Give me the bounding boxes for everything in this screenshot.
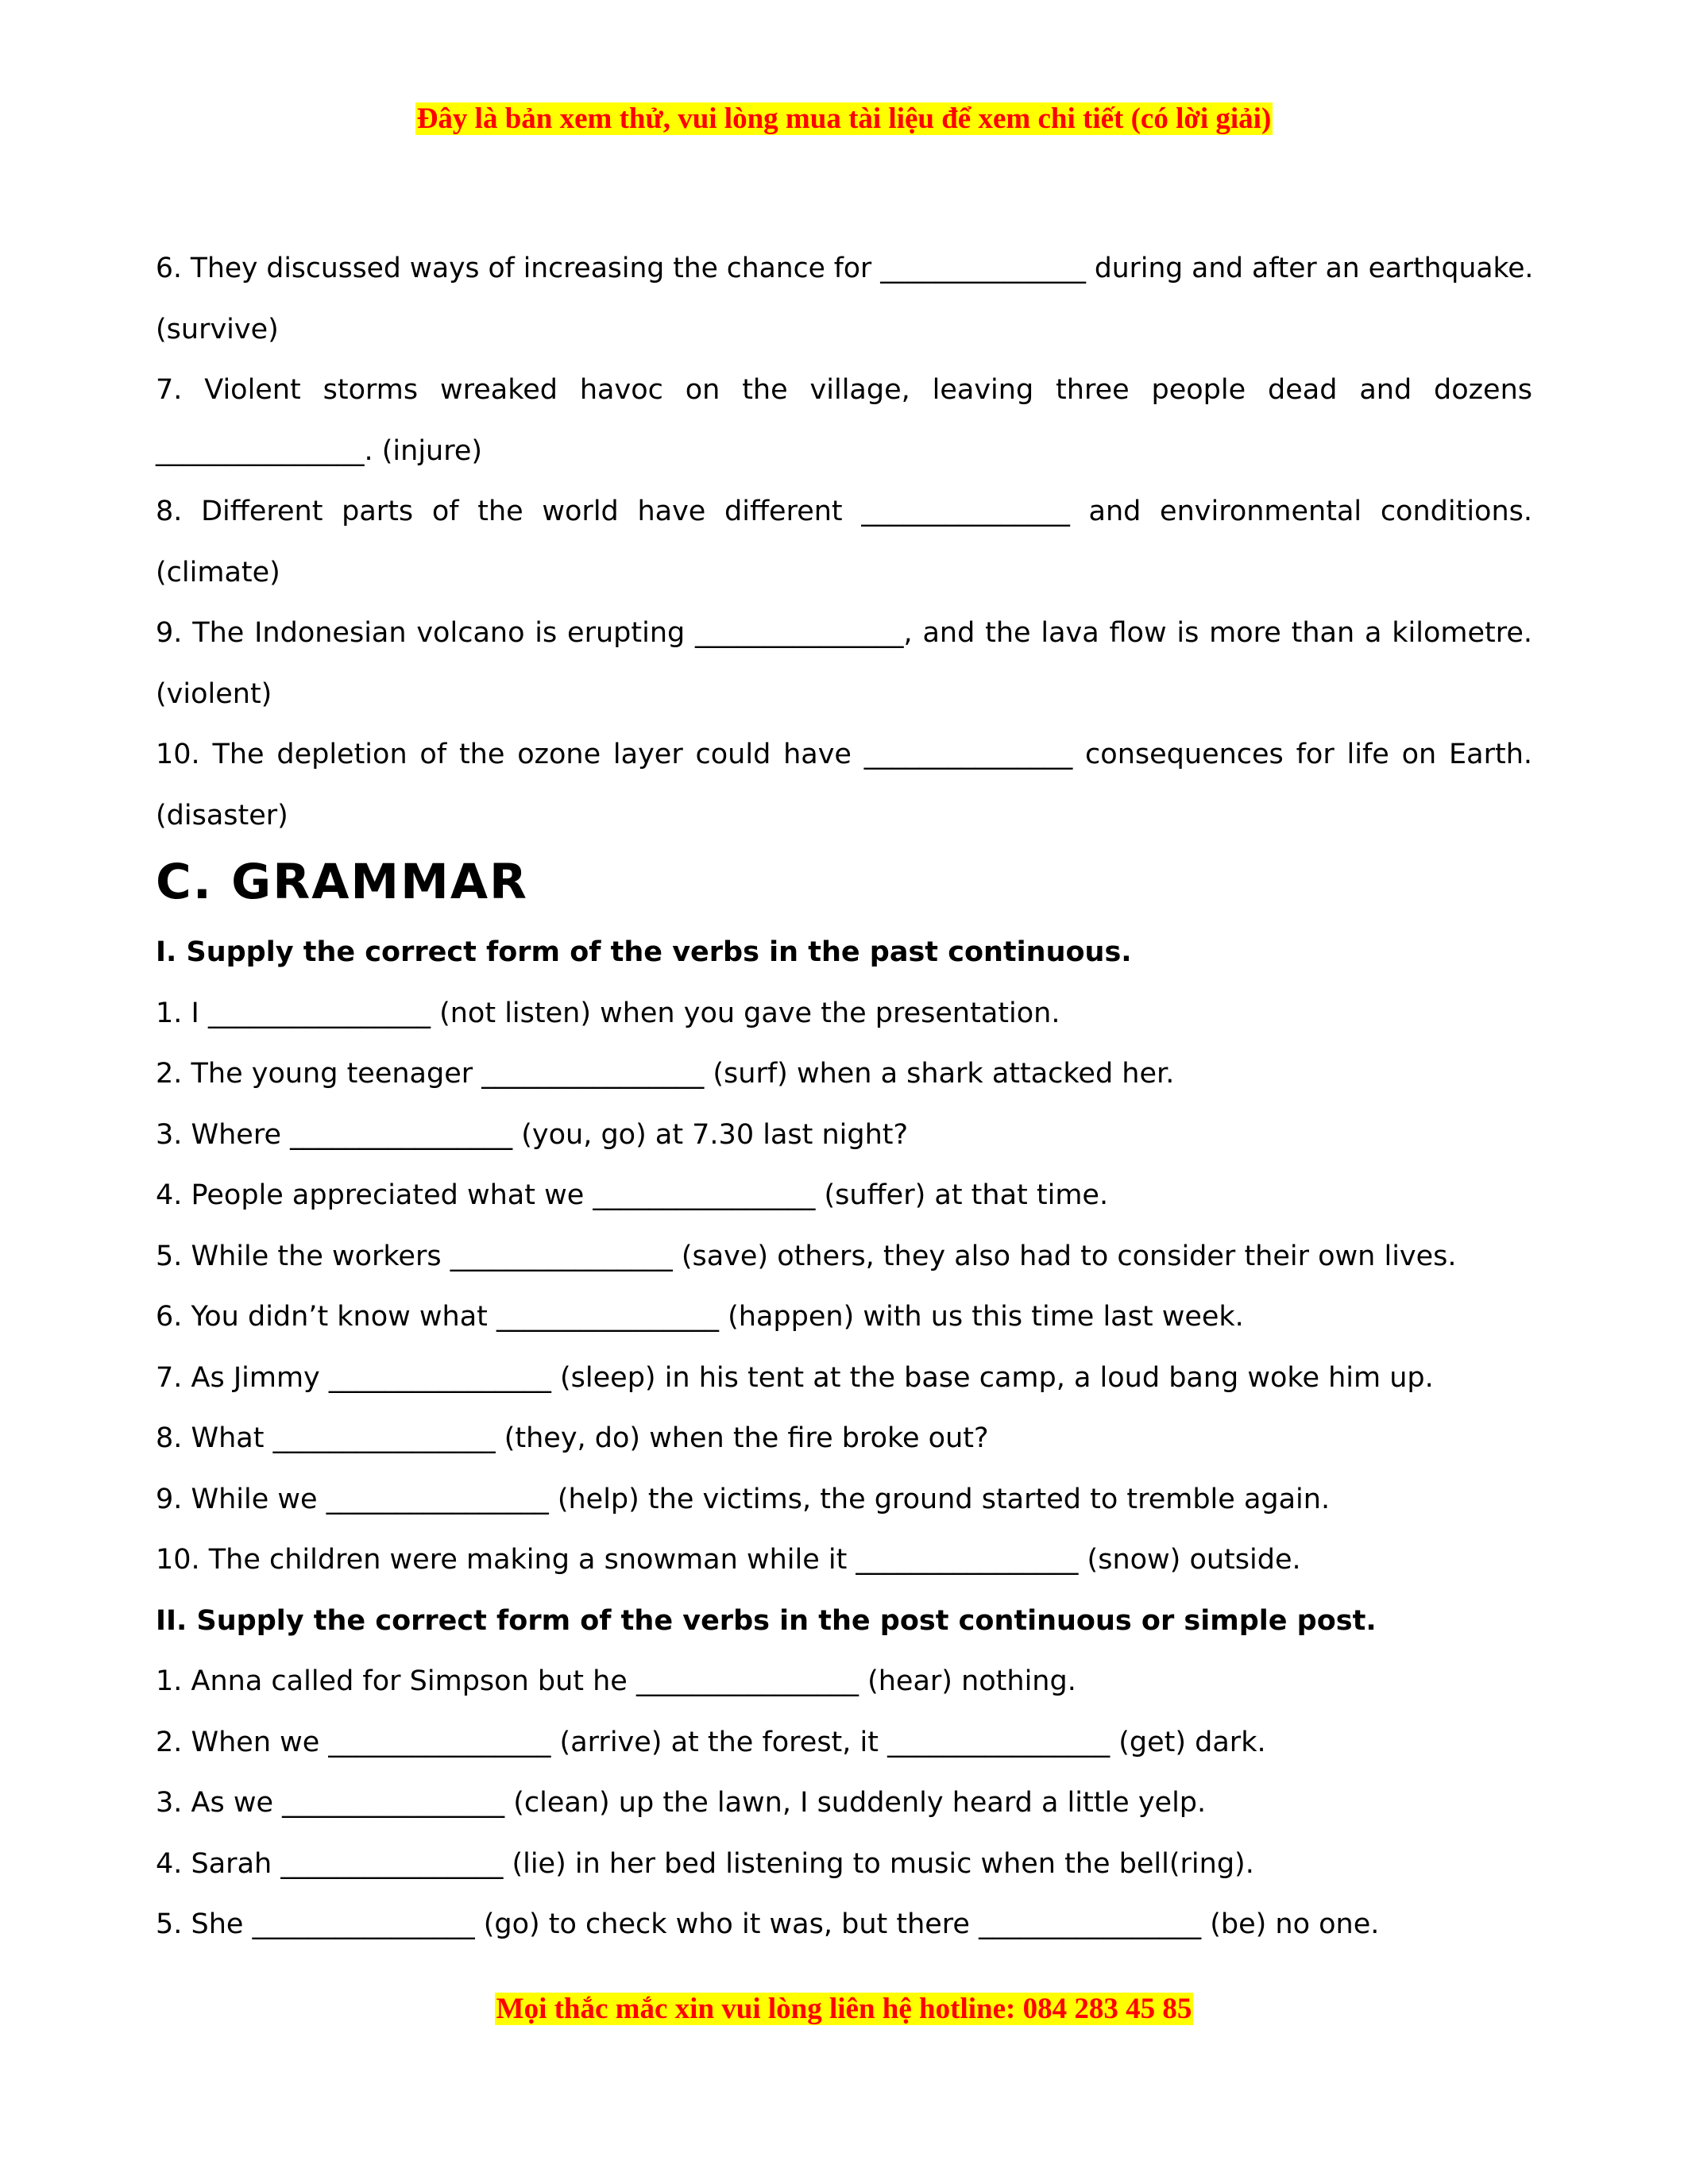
word-formation-section <box>156 238 1532 846</box>
exercise-item: 4. Sarah ________________ (lie) in her bed listening to music when the bell(ring). <box>156 1847 1254 1880</box>
question-line: 8. Different parts of the world have different _______________ and environmental conditions. <box>156 496 1532 527</box>
question-line: 9. The Indonesian volcano is erupting _______________, and the lava flow is more than a kilometre. <box>156 617 1532 649</box>
exercise-title: I. Supply the correct form of the verbs in the past continuous. <box>156 936 1132 968</box>
grammar-part-1 <box>156 922 1532 1591</box>
exercise-item: 1. Anna called for Simpson but he ________________ (hear) nothing. <box>156 1665 1076 1697</box>
question-hint-line: (survive) <box>156 313 279 345</box>
exercise-item: 3. Where ________________ (you, go) at 7.30 last night? <box>156 1118 909 1151</box>
preview-notice-text: Đây là bản xem thử, vui lòng mua tài liệu để xem chi tiết (có lời giải) <box>416 102 1272 135</box>
exercise-title: II. Supply the correct form of the verbs in the post continuous or simple post. <box>156 1604 1377 1637</box>
exercise-item: 2. When we ________________ (arrive) at the forest, it ________________ (get) dark. <box>156 1726 1266 1758</box>
preview-notice-banner <box>0 102 1688 137</box>
exercise-item: 9. While we ________________ (help) the victims, the ground started to tremble again. <box>156 1483 1331 1515</box>
question-hint-line: (climate) <box>156 556 280 588</box>
section-heading: C. GRAMMAR <box>156 854 529 910</box>
exercise-item: 6. You didn’t know what ________________ (happen) with us this time last week. <box>156 1301 1244 1333</box>
exercise-item: 8. What ________________ (they, do) when the fire broke out? <box>156 1422 989 1454</box>
question-line: 7. Violent storms wreaked havoc on the village, leaving three people dead and dozens <box>156 374 1532 406</box>
question-hint-line: _______________. (injure) <box>156 434 483 467</box>
exercise-item: 5. She ________________ (go) to check who it was, but there ________________ (be) no one. <box>156 1908 1380 1940</box>
exercise-item: 4. People appreciated what we ________________ (suffer) at that time. <box>156 1179 1109 1211</box>
grammar-part-2 <box>156 1591 1532 1955</box>
exercise-item: 7. As Jimmy ________________ (sleep) in his tent at the base camp, a loud bang woke him up. <box>156 1361 1434 1394</box>
exercise-item: 1. I ________________ (not listen) when you gave the presentation. <box>156 997 1060 1029</box>
question-hint-line: (violent) <box>156 677 272 710</box>
question-line: 6. They discussed ways of increasing the chance for _______________ during and after an earthquake. <box>156 253 1534 284</box>
question-hint-line: (disaster) <box>156 799 288 832</box>
exercise-item: 2. The young teenager ________________ (surf) when a shark attacked her. <box>156 1058 1175 1090</box>
exercise-item: 5. While the workers ________________ (save) others, they also had to consider their own lives. <box>156 1240 1457 1272</box>
hotline-banner <box>0 1992 1688 2027</box>
question-line: 10. The depletion of the ozone layer could have _______________ consequences for life on Earth. <box>156 739 1532 770</box>
exercise-item: 3. As we ________________ (clean) up the lawn, I suddenly heard a little yelp. <box>156 1787 1207 1819</box>
document-body <box>156 238 1532 1955</box>
exercise-item: 10. The children were making a snowman while it ________________ (snow) outside. <box>156 1544 1301 1576</box>
hotline-text: Mọi thắc mắc xin vui lòng liên hệ hotline: 084 283 45 85 <box>496 1993 1192 2025</box>
